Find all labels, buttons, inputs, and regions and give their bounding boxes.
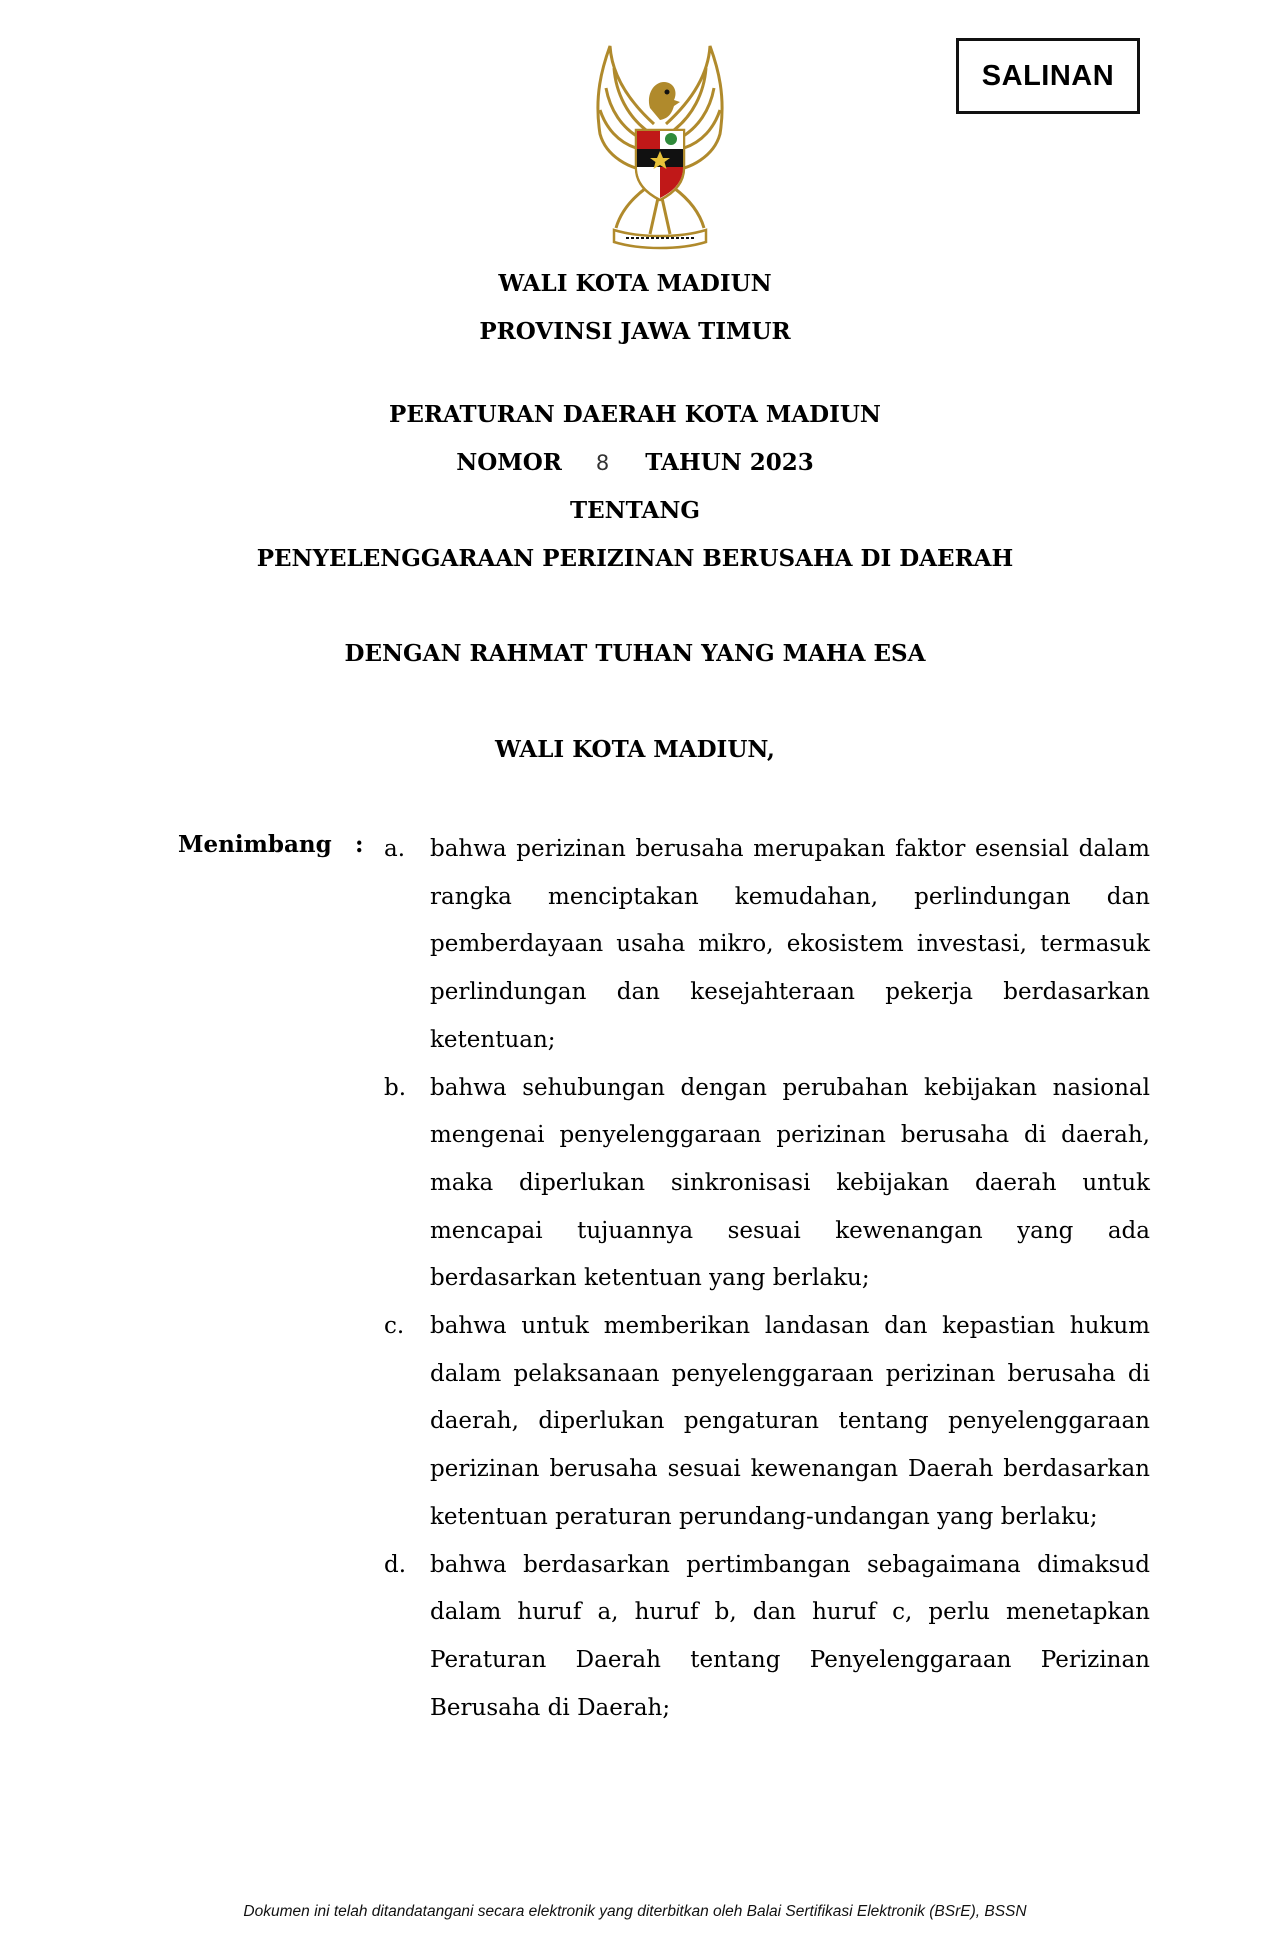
menimbang-colon: :: [355, 831, 364, 858]
issuer-line: WALI KOTA MADIUN,: [495, 736, 775, 763]
menimbang-list: [384, 826, 1150, 1732]
salinan-stamp: SALINAN: [956, 38, 1140, 114]
garuda-emblem-icon: [550, 38, 770, 258]
regulation-number-line: [0, 449, 1270, 476]
list-item: [384, 1542, 1150, 1733]
blessing-line: DENGAN RAHMAT TUHAN YANG MAHA ESA: [344, 640, 926, 667]
menimbang-label: Menimbang: [178, 831, 332, 858]
tahun-label: TAHUN 2023: [645, 449, 814, 476]
list-item: [384, 826, 1150, 1065]
item-text: bahwa berdasarkan pertimbangan sebagaimana dimaksud dalam huruf a, huruf b, dan huruf c, perlu menetapkan Peraturan Daerah tentang Penyelenggaraan Perizinan Berusaha di Daerah;: [430, 1551, 1150, 1721]
regulation-title: PERATURAN DAERAH KOTA MADIUN: [389, 401, 881, 428]
item-letter: c.: [384, 1313, 405, 1340]
list-item: [384, 1065, 1150, 1304]
item-text: bahwa sehubungan dengan perubahan kebijakan nasional mengenai penyelenggaraan perizinan berusaha di daerah, maka diperlukan sinkronisasi kebijakan daerah untuk mencapai tujuannya sesuai kewenangan yang ada berdasarkan ketentuan yang berlaku;: [430, 1074, 1150, 1292]
item-text: bahwa untuk memberikan landasan dan kepastian hukum dalam pelaksanaan penyelenggaraan perizinan berusaha di daerah, diperlukan pengaturan tentang penyelenggaraan perizinan berusaha sesuai kewenangan Daerah berdasarkan ketentuan peraturan perundang-undangan yang berlaku;: [430, 1313, 1150, 1530]
item-text: bahwa perizinan berusaha merupakan faktor esensial dalam rangka menciptakan kemudahan, perlindungan dan pemberdayaan usaha mikro, ekosistem investasi, termasuk perlindungan dan kesejahteraan pekerja berdasarkan ketentuan;: [430, 836, 1150, 1053]
nomor-value: 8: [595, 451, 610, 475]
item-letter: b.: [384, 1074, 407, 1101]
item-letter: a.: [384, 836, 406, 862]
province-title: PROVINSI JAWA TIMUR: [479, 318, 791, 345]
tentang-heading: TENTANG: [569, 497, 701, 524]
issuer-title: WALI KOTA MADIUN: [498, 270, 772, 297]
e-signature-footer: Dokumen ini telah ditandatangani secara elektronik yang diterbitkan oleh Balai Sertifikasi Elektronik (BSrE), BSSN: [243, 1903, 1027, 1920]
nomor-label: NOMOR: [456, 449, 562, 476]
item-letter: d.: [384, 1551, 407, 1578]
list-item: [384, 1303, 1150, 1542]
regulation-subject: PENYELENGGARAAN PERIZINAN BERUSAHA DI DAERAH: [256, 545, 1014, 572]
